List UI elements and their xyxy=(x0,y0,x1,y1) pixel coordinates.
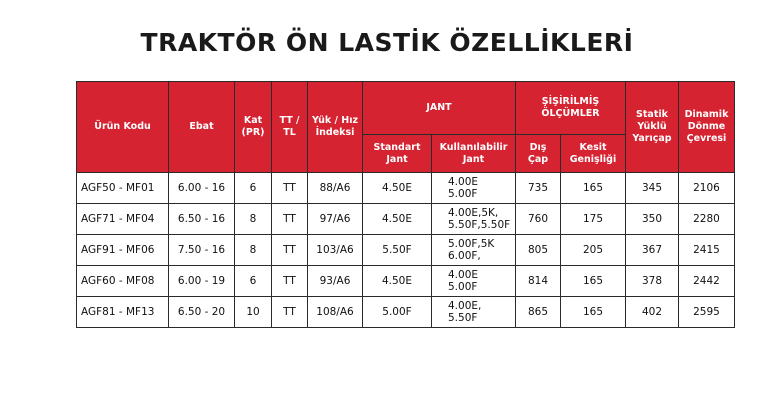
header-dinamik-donme-cevresi: Dinamik Dönme Çevresi xyxy=(679,82,735,173)
cell-kat: 8 xyxy=(235,235,272,266)
cell-yuk-hiz: 108/A6 xyxy=(308,297,363,328)
cell-statik: 345 xyxy=(626,173,679,204)
table-row xyxy=(77,173,735,204)
cell-urun-kodu: AGF60 - MF08 xyxy=(77,266,169,297)
cell-kesit-genisligi: 165 xyxy=(561,266,626,297)
cell-standart-jant: 4.50E xyxy=(363,266,432,297)
header-kat: Kat (PR) xyxy=(235,82,272,173)
cell-urun-kodu: AGF91 - MF06 xyxy=(77,235,169,266)
cell-urun-kodu: AGF81 - MF13 xyxy=(77,297,169,328)
header-yuk-hiz: Yük / Hız İndeksi xyxy=(308,82,363,173)
cell-tt-tl: TT xyxy=(272,266,308,297)
cell-dis-cap: 760 xyxy=(516,204,561,235)
cell-kat: 6 xyxy=(235,173,272,204)
table-row xyxy=(77,235,735,266)
header-urun-kodu: Ürün Kodu xyxy=(77,82,169,173)
cell-dis-cap: 735 xyxy=(516,173,561,204)
cell-kesit-genisligi: 165 xyxy=(561,173,626,204)
cell-dinamik: 2106 xyxy=(679,173,735,204)
cell-urun-kodu: AGF71 - MF04 xyxy=(77,204,169,235)
cell-yuk-hiz: 88/A6 xyxy=(308,173,363,204)
cell-dis-cap: 805 xyxy=(516,235,561,266)
tire-spec-table xyxy=(76,81,735,328)
cell-tt-tl: TT xyxy=(272,173,308,204)
cell-tt-tl: TT xyxy=(272,297,308,328)
cell-yuk-hiz: 103/A6 xyxy=(308,235,363,266)
cell-standart-jant: 5.50F xyxy=(363,235,432,266)
table-row xyxy=(77,297,735,328)
cell-standart-jant: 4.50E xyxy=(363,204,432,235)
cell-kullanilabilir-jant: 4.00E,5K, 5.50F,5.50F xyxy=(432,204,516,235)
cell-kesit-genisligi: 175 xyxy=(561,204,626,235)
cell-statik: 367 xyxy=(626,235,679,266)
cell-statik: 402 xyxy=(626,297,679,328)
cell-urun-kodu: AGF50 - MF01 xyxy=(77,173,169,204)
header-kullanilabilir-jant: Kullanılabilir Jant xyxy=(432,135,516,173)
cell-yuk-hiz: 93/A6 xyxy=(308,266,363,297)
cell-ebat: 6.00 - 16 xyxy=(169,173,235,204)
cell-dinamik: 2280 xyxy=(679,204,735,235)
cell-ebat: 6.00 - 19 xyxy=(169,266,235,297)
header-dis-cap: Dış Çap xyxy=(516,135,561,173)
cell-ebat: 7.50 - 16 xyxy=(169,235,235,266)
cell-dinamik: 2595 xyxy=(679,297,735,328)
cell-dis-cap: 814 xyxy=(516,266,561,297)
header-kesit-genisligi: Kesit Genişliği xyxy=(561,135,626,173)
cell-dinamik: 2415 xyxy=(679,235,735,266)
table-row xyxy=(77,266,735,297)
cell-dis-cap: 865 xyxy=(516,297,561,328)
cell-statik: 378 xyxy=(626,266,679,297)
cell-statik: 350 xyxy=(626,204,679,235)
cell-kullanilabilir-jant: 5.00F,5K 6.00F, xyxy=(432,235,516,266)
cell-kat: 8 xyxy=(235,204,272,235)
cell-standart-jant: 5.00F xyxy=(363,297,432,328)
cell-kullanilabilir-jant: 4.00E 5.00F xyxy=(432,266,516,297)
table-row xyxy=(77,204,735,235)
header-sisirilmis-olcumler: ŞİŞİRİLMİŞ ÖLÇÜMLER xyxy=(516,82,626,135)
header-standart-jant: Standart Jant xyxy=(363,135,432,173)
page-title: TRAKTÖR ÖN LASTİK ÖZELLİKLERİ xyxy=(140,28,634,57)
cell-kesit-genisligi: 165 xyxy=(561,297,626,328)
header-ebat: Ebat xyxy=(169,82,235,173)
cell-kullanilabilir-jant: 4.00E 5.00F xyxy=(432,173,516,204)
cell-kat: 6 xyxy=(235,266,272,297)
cell-tt-tl: TT xyxy=(272,204,308,235)
cell-ebat: 6.50 - 16 xyxy=(169,204,235,235)
cell-dinamik: 2442 xyxy=(679,266,735,297)
cell-kesit-genisligi: 205 xyxy=(561,235,626,266)
cell-kat: 10 xyxy=(235,297,272,328)
header-jant: JANT xyxy=(363,82,516,135)
cell-ebat: 6.50 - 20 xyxy=(169,297,235,328)
header-statik-yuklu-yaricap: Statik Yüklü Yarıçap xyxy=(626,82,679,173)
cell-standart-jant: 4.50E xyxy=(363,173,432,204)
header-tt-tl: TT / TL xyxy=(272,82,308,173)
cell-tt-tl: TT xyxy=(272,235,308,266)
cell-yuk-hiz: 97/A6 xyxy=(308,204,363,235)
cell-kullanilabilir-jant: 4.00E, 5.50F xyxy=(432,297,516,328)
